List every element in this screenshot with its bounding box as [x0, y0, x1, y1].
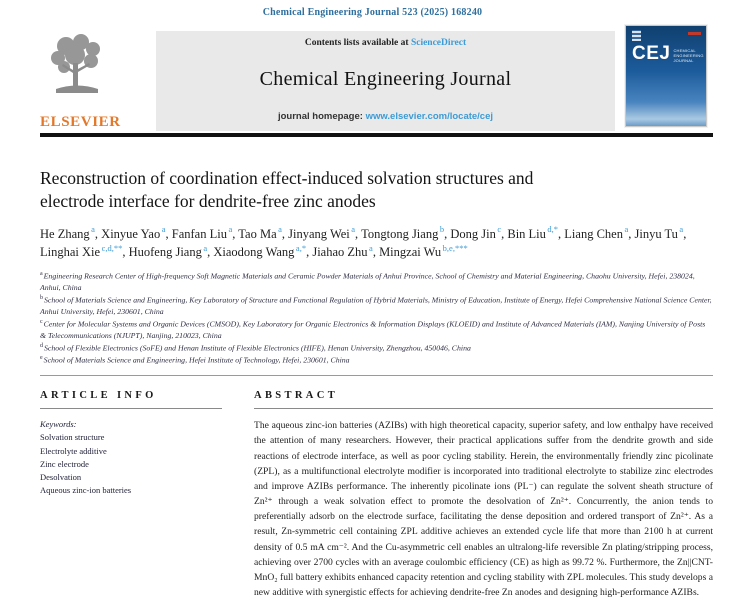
author [288, 224, 361, 241]
affiliation-text: School of Materials Science and Engineering, Key Laboratory of Structure and Functional Regulation of Hybrid Materials, Ministry of Education, Institute of Energy, Hefei Comprehensive National Science Center, Anhui University, Hefei, 230601, China [40, 295, 712, 317]
journal-header-band [40, 31, 707, 131]
article-head [40, 167, 713, 366]
author-affiliation-sup: b,e,*** [442, 242, 468, 253]
affiliation-item [40, 354, 713, 366]
keywords-block [40, 418, 238, 497]
sciencedirect-link[interactable]: ScienceDirect [410, 38, 467, 48]
author [40, 224, 101, 241]
keyword-item: Zinc electrode [40, 458, 89, 469]
elsevier-tree-icon [46, 33, 108, 97]
article-title-line-2: electrode interface for dendrite-free zinc anodes [40, 191, 376, 212]
author [564, 224, 634, 241]
keywords-label: Keywords: [40, 419, 77, 430]
author-name: Jiahao Zhu [312, 244, 368, 259]
abstract-column [254, 390, 713, 599]
affiliation-text: School of Flexible Electronics (SoFE) and Henan Institute of Flexible Electronics (HIFE), Henan University, Zhengzhou, 450046, China [44, 343, 471, 353]
author-affiliation-sup: a [228, 224, 233, 235]
author-name: Tao Ma [238, 226, 277, 241]
article-info-column [40, 390, 238, 599]
author-name: Bin Liu [507, 226, 546, 241]
homepage-link[interactable]: www.elsevier.com/locate/cej [365, 111, 494, 122]
abstract-text: The aqueous zinc-ion batteries (AZIBs) with high theoretical capacity, superior safety, and low enthalpy have received the attention of many researchers. However, their practical applications suffer from the dendrite growth and side reactions of electrode interface, as well as poor cycling stability. Herein, the environmentally friendly zinc picolinate (ZPL), as a multifunctional electrolyte modifier is incorporated into traditional electrolyte to stabilize zinc electrodes and improve AZIBs performance. The inherently picolinate ions (PL⁻) can regulate the solvent sheath structure of Zn²⁺ through a weak solvation effect to promote the desolvation of Zn²⁺. Concurrently, the anion tends to preferentially adsorb on the electrode surface, facilitating the dense deposition and ordered transport of Zn²⁺. As a result, Zn-symmetric cell containing ZPL additive achieves an extended cycle life that more than 2100 h at current density of 0.5 mA cm⁻². And the Cu-asymmetric cell enables an ultralong-life reversible Zn plating/stripping process, achieving over 2700 cycles with an average coulombic efficiency (CE) as high as 99.72 %. Furthermore, the Zn||CNT-MnO₂ full battery exhibits enhanced capacity retention and cycling stability with ZPL molecules. This study develops a new additive with synergistic effects for achieving dendrite-free Zn anodes and designing high-performance AZIBs. [254, 420, 713, 598]
affiliation-sup: c [40, 318, 43, 325]
journal-banner [156, 31, 615, 131]
author [361, 224, 450, 241]
author [171, 224, 239, 241]
elsevier-wordmark: ELSEVIER [40, 114, 121, 130]
header-divider-rule [40, 133, 713, 137]
author-name: Huofeng Jiang [128, 244, 202, 259]
article-title [40, 167, 713, 214]
cover-title-row [626, 41, 706, 63]
article-info-heading-rule [40, 408, 222, 409]
author-name: Jinyang Wei [288, 226, 350, 241]
cover-emblem-icon [632, 30, 641, 41]
affiliations-divider-rule [40, 375, 713, 376]
author [312, 242, 379, 259]
author-affiliation-sup: a [351, 224, 356, 235]
author-affiliation-sup: a [91, 224, 95, 235]
cover-journal-name: CHEMICAL ENGINEERING JOURNAL [673, 48, 704, 63]
keyword-item: Electrolyte additive [40, 445, 107, 456]
author [40, 242, 129, 259]
affiliation-item [40, 318, 713, 342]
author-affiliation-sup: a [369, 242, 373, 253]
affiliation-list [40, 270, 713, 366]
author-name: Fanfan Liu [171, 226, 227, 241]
author-affiliation-sup: c [497, 224, 502, 235]
affiliation-sup: b [40, 294, 43, 301]
keyword-list [40, 431, 238, 497]
affiliation-text: Center for Molecular Systems and Organic Devices (CMSOD), Key Laboratory for Organic Electronics & Information Displays (KLOEID) and Institute of Advanced Materials (IAM), Nanjing University of Posts & Telecommunications (NJUPT), Nanjing, 210023, China [40, 319, 706, 340]
keyword-item: Solvation structure [40, 432, 105, 443]
author-affiliation-sup: c,d,** [101, 242, 123, 253]
author-name: Mingzai Wu [379, 244, 442, 259]
article-info-heading: ARTICLE INFO [40, 390, 157, 402]
author [213, 242, 312, 259]
homepage-label: journal homepage: [277, 111, 363, 122]
affiliation-text: Engineering Research Center of High-frequency Soft Magnetic Materials and Ceramic Powder Materials of Anhui Province, School of Chemistry and Material Engineering, Chaohu University, Hefei, 238024, Anhui, China [40, 271, 695, 293]
info-abstract-columns [40, 390, 713, 599]
keyword-item: Desolvation [40, 471, 82, 482]
author-list [40, 225, 712, 261]
author-name: Tongtong Jiang [361, 226, 439, 241]
author-name: Xinyue Yao [101, 226, 161, 241]
article-title-line-1: Reconstruction of coordination effect-induced solvation structures and [40, 168, 534, 188]
affiliation-sup: d [40, 342, 43, 349]
author [101, 224, 172, 241]
cover-issue-mark [688, 32, 701, 35]
abstract-heading-rule [254, 408, 713, 409]
journal-citation: Chemical Engineering Journal 523 (2025) 168240 [262, 7, 483, 18]
cover-abbrev: CEJ [632, 43, 671, 64]
affiliation-sup: a [40, 270, 43, 277]
author-affiliation-sup: a,* [295, 242, 307, 253]
journal-cover-thumbnail[interactable] [625, 25, 707, 127]
author-affiliation-sup: a [278, 224, 282, 235]
author-affiliation-sup: a [203, 242, 208, 253]
author-affiliation-sup: d,* [547, 224, 559, 235]
affiliation-item [40, 342, 713, 354]
keyword-item: Aqueous zinc-ion batteries [40, 485, 132, 496]
cover-top-row [626, 26, 706, 41]
affiliation-text: School of Materials Science and Engineering, Hefei Institute of Technology, Hefei, 230601, China [43, 355, 350, 365]
author-affiliation-sup: a [624, 224, 629, 235]
author [450, 224, 507, 241]
affiliation-sup: e [40, 354, 43, 361]
author [128, 242, 214, 259]
author-affiliation-sup: b [439, 224, 445, 235]
homepage-line [156, 111, 615, 122]
author-name: Dong Jin [450, 226, 496, 241]
affiliation-item [40, 270, 713, 294]
author-name: Jinyu Tu [634, 226, 678, 241]
author-name: He Zhang [40, 226, 90, 241]
abstract-heading: ABSTRACT [254, 390, 339, 402]
author-affiliation-sup: a [161, 224, 166, 235]
author-affiliation-sup: a [679, 224, 684, 235]
author-name: Liang Chen [564, 226, 623, 241]
elsevier-logo [40, 31, 140, 131]
author [379, 242, 468, 259]
author-name: Linghai Xie [40, 244, 101, 259]
author-name: Xiaodong Wang [213, 244, 295, 259]
author [634, 224, 686, 241]
contents-line [156, 38, 615, 48]
contents-prefix: Contents lists available at [304, 38, 409, 48]
author [507, 224, 564, 241]
author [238, 224, 288, 241]
journal-title: Chemical Engineering Journal [259, 68, 512, 90]
affiliation-item [40, 294, 713, 318]
